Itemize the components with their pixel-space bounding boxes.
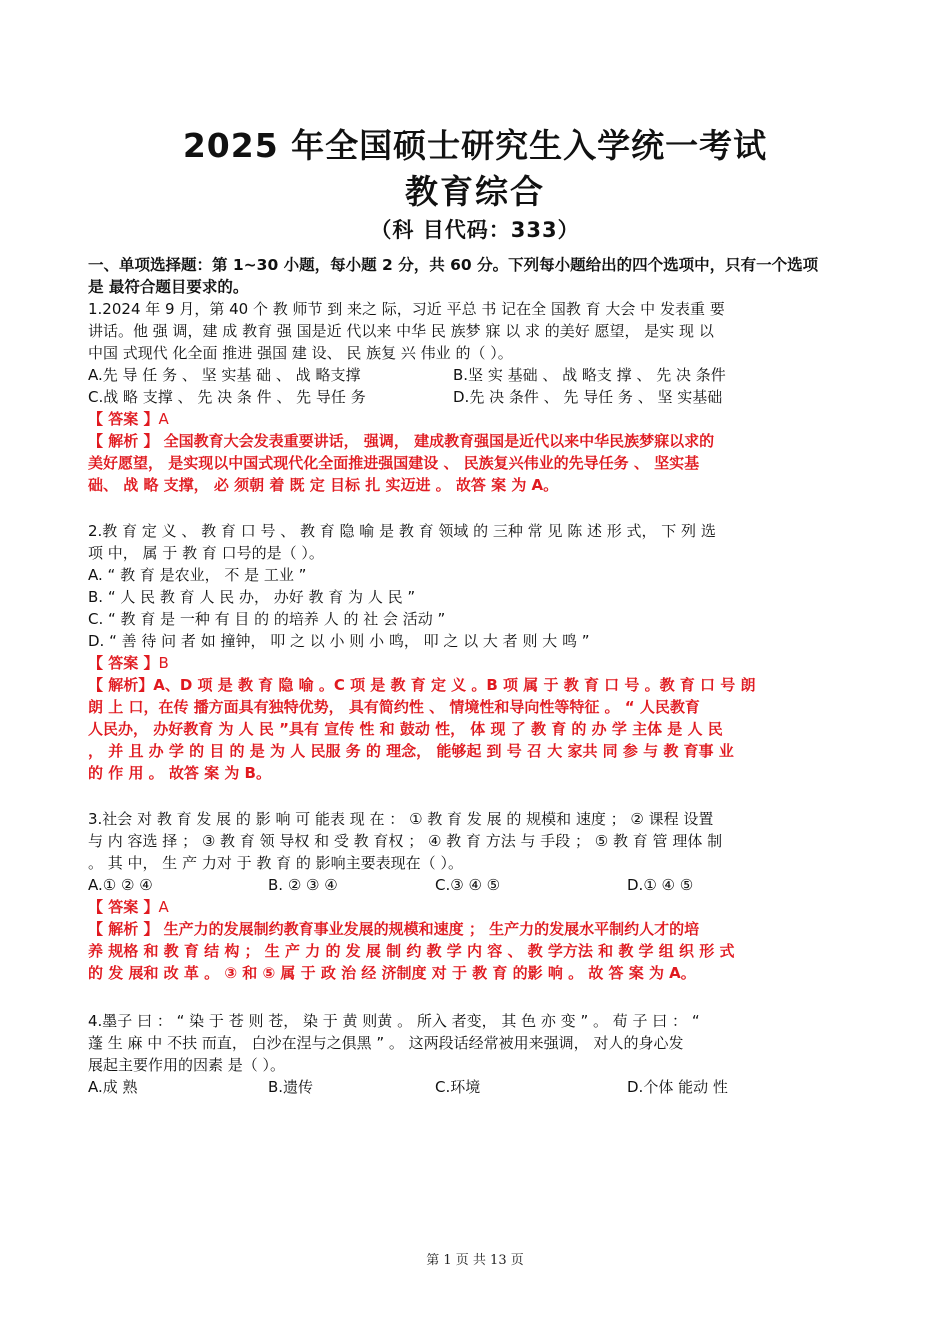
option-b: B. “ 人 民 教 育 人 民 办， 办好 教 育 为 人 民 ” (88, 588, 416, 606)
answer-label: 【 答案 】 (88, 654, 159, 672)
analysis-line: 【 解析 】 全国教育大会发表重要讲话， 强调， 建成教育强国是近代以来中华民族梦寐以求的 (88, 432, 715, 450)
question-stem-line: 。 其 中， 生 产 力对 于 教 育 的 影响主要表现在（ ）。 (88, 854, 463, 872)
option-row (88, 386, 873, 408)
analysis-line: 【 解析】A、D 项 是 教 育 隐 喻 。C 项 是 教 育 定 义 。B 项 属 于 教 育 口 号 。教 育 口 号 朗 (88, 676, 756, 694)
option-c: C.环境 (435, 1078, 481, 1096)
analysis-line: 的 作 用 。 故答 案 为 B。 (88, 764, 271, 782)
analysis-line: ， 并 且 办 学 的 目 的 是 为 人 民服 务 的 理念， 能够起 到 号 召 大 家共 同 参 与 教 育事 业 (88, 742, 734, 760)
analysis-line: 础、 战 略 支撑， 必 须朝 着 既 定 目标 扎 实迈进 。 故答 案 为 A。 (88, 476, 559, 494)
option-b: B.遗传 (268, 1078, 314, 1096)
question-1 (88, 298, 873, 496)
question-stem-line: 展起主要作用的因素 是（ ）。 (88, 1056, 286, 1074)
answer-line (88, 408, 873, 430)
option-c: C.③ ④ ⑤ (435, 876, 501, 894)
question-stem-line: 与 内 容选 择 ； ③ 教 育 领 导权 和 受 教 育权 ； ④ 教 育 方法 与 手段 ； ⑤ 教 育 管 理体 制 (88, 832, 723, 850)
question-3 (88, 808, 873, 984)
question-stem-line: 讲话。他 强 调，建 成 教育 强 国是近 代以来 中华 民 族梦 寐 以 求 的美好 愿望， 是实 现 以 (88, 322, 714, 340)
option-c: C. “ 教 育 是 一种 有 目 的 的培养 人 的 社 会 活动 ” (88, 610, 446, 628)
section-heading (88, 254, 878, 298)
section-heading-line: 是 最符合题目要求的。 (88, 278, 249, 296)
question-stem-line: 1.2024 年 9 月，第 40 个 教 师节 到 来之 际，习近 平总 书 记在全 国教 育 大会 中 发表重 要 (88, 300, 725, 318)
option-a: A.先 导 任 务 、 坚 实基 础 、 战 略支撑 (88, 366, 361, 384)
analysis-line: 美好愿望， 是实现以中国式现代化全面推进强国建设 、 民族复兴伟业的先导任务 、 坚实基 (88, 454, 700, 472)
analysis-line: 养 规格 和 教 育 结 构 ； 生 产 力 的 发 展 制 约 教 学 内 容 、 教 学方法 和 教 学 组 织 形 式 (88, 942, 735, 960)
analysis-line: 的 发 展和 改 革 。 ③ 和 ⑤ 属 于 政 治 经 济制度 对 于 教 育 的影 响 。 故 答 案 为 A。 (88, 964, 696, 982)
option-d: D.个体 能动 性 (627, 1078, 728, 1096)
option-a: A. “ 教 育 是农业， 不 是 工业 ” (88, 566, 307, 584)
option-d: D.先 决 条件 、 先 导任 务 、 坚 实基础 (453, 388, 723, 406)
exam-subject: 教育综合 (405, 172, 545, 211)
question-stem-line: 项 中， 属 于 教 育 口号的是（ ）。 (88, 544, 324, 562)
question-2 (88, 520, 873, 784)
question-stem-line: 4.墨子 曰 ： “ 染 于 苍 则 苍， 染 于 黄 则黄 。 所入 者变， 其 色 亦 变 ” 。 荀 子 曰 ： “ (88, 1012, 700, 1030)
answer-value: A (158, 898, 169, 916)
question-stem-line: 中国 式现代 化全面 推进 强国 建 设、 民 族复 兴 伟业 的（ ）。 (88, 344, 513, 362)
exam-title: 2025 年全国硕士研究生入学统一考试 (182, 126, 768, 165)
option-a: A.成 熟 (88, 1078, 138, 1096)
answer-line (88, 896, 873, 918)
option-b: B.坚 实 基础 、 战 略支 撑 、 先 决 条件 (453, 366, 726, 384)
question-stem-line: 蓬 生 麻 中 不扶 而直， 白沙在涅与之俱黑 ” 。 这两段话经常被用来强调， 对人的身心发 (88, 1034, 684, 1052)
option-row (88, 1076, 873, 1098)
question-4 (88, 1010, 873, 1098)
analysis-line: 【 解析 】 生产力的发展制约教育事业发展的规模和速度 ； 生产力的发展水平制约人才的培 (88, 920, 700, 938)
answer-label: 【 答案 】 (88, 898, 159, 916)
option-d: D. “ 善 待 问 者 如 撞钟， 叩 之 以 小 则 小 鸣， 叩 之 以 大 者 则 大 鸣 ” (88, 632, 590, 650)
question-stem-line: 2.教 育 定 义 、 教 育 口 号 、 教 育 隐 喻 是 教 育 领域 的 三种 常 见 陈 述 形 式， 下 列 选 (88, 522, 716, 540)
option-c: C.战 略 支撑 、 先 决 条 件 、 先 导任 务 (88, 388, 366, 406)
section-heading-line: 一、单项选择题：第 1~30 小题，每小题 2 分，共 60 分。下列每小题给出的四个选项中，只有一个选项 (88, 256, 819, 274)
analysis-line: 朗 上 口，在传 播方面具有独特优势， 具有简约性 、 情境性和导向性等特征 。 “ 人民教育 (88, 698, 700, 716)
option-b: B. ② ③ ④ (268, 876, 338, 894)
answer-value: A (158, 410, 169, 428)
question-stem-line: 3.社会 对 教 育 发 展 的 影 响 可 能表 现 在 ： ① 教 育 发 展 的 规模和 速度 ； ② 课程 设置 (88, 810, 714, 828)
option-row (88, 874, 873, 896)
analysis-line: 人民办， 办好教育 为 人 民 ”具有 宣传 性 和 鼓动 性， 体 现 了 教 育 的 办 学 主体 是 人 民 (88, 720, 723, 738)
answer-line (88, 652, 873, 674)
option-d: D.① ④ ⑤ (627, 876, 694, 894)
answer-label: 【 答案 】 (88, 410, 159, 428)
subject-code: （科 目代码：333） (370, 218, 580, 242)
page-number: 第 1 页 共 13 页 (426, 1253, 524, 1268)
option-a: A.① ② ④ (88, 876, 153, 894)
option-row (88, 364, 873, 386)
answer-value: B (158, 654, 169, 672)
